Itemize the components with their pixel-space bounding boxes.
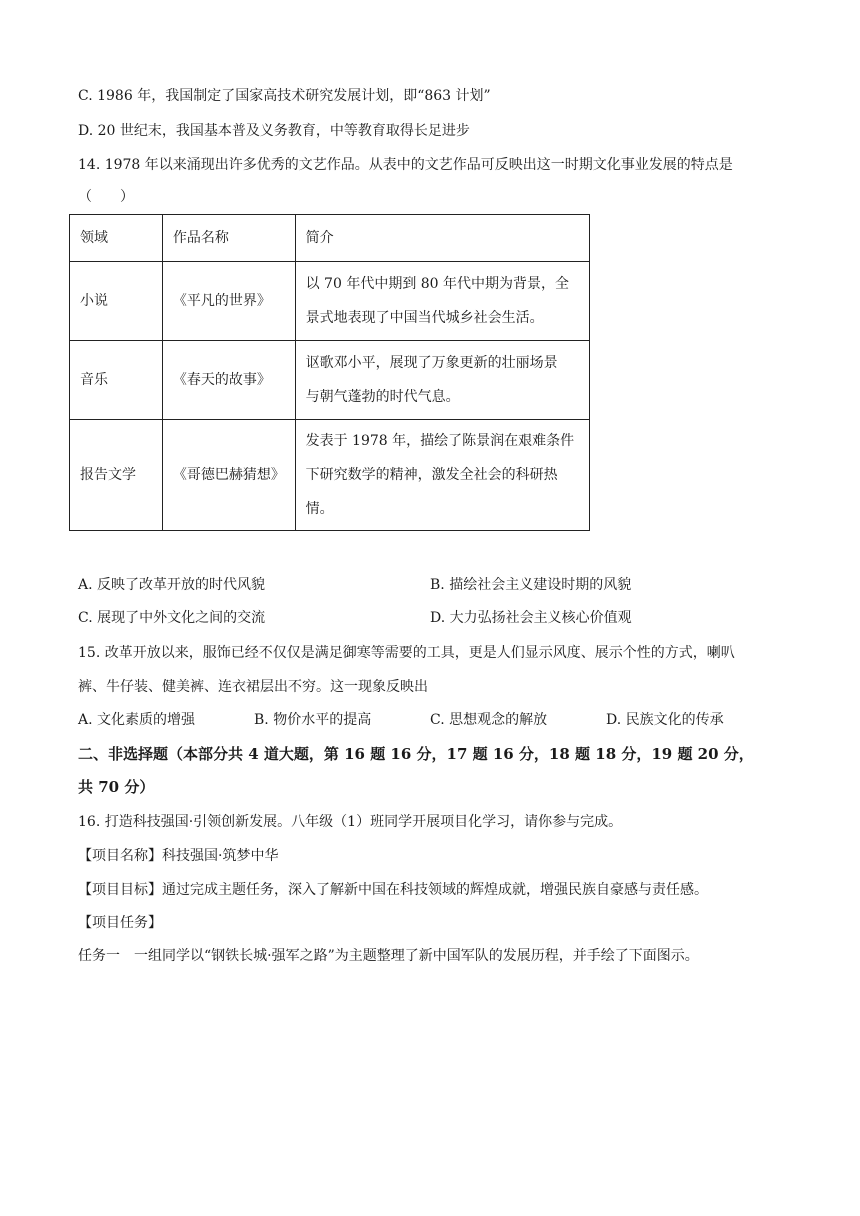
table-row [70, 341, 590, 420]
header-work: 作品名称 [162, 215, 295, 262]
header-field: 领域 [70, 215, 163, 262]
row-intro [295, 420, 589, 531]
q16-project-goal: 【项目目标】通过完成主题任务，深入了解新中国在科技领域的辉煌成就，增强民族自豪感与责任感。 [78, 882, 708, 898]
intro-line: 景式地表现了中国当代城乡社会生活。 [305, 310, 544, 326]
q13-option-c: C. 1986 年，我国制定了国家高技术研究发展计划，即“863 计划” [78, 88, 491, 104]
intro-line: 发表于 1978 年，描绘了陈景润在艰难条件 [305, 433, 575, 449]
q14-option-a: A. 反映了改革开放的时代风貌 [78, 577, 266, 593]
q14-answer-blank: （ ） [78, 189, 134, 205]
q14-option-c: C. 展现了中外文化之间的交流 [78, 610, 266, 626]
intro-line: 情。 [305, 501, 334, 517]
q15-option-b: B. 物价水平的提高 [254, 712, 372, 728]
works-table [69, 214, 590, 531]
intro-line: 与朝气蓬勃的时代气息。 [305, 389, 460, 405]
q16-task-header: 【项目任务】 [78, 915, 162, 931]
section2-title-line1: 二、非选择题（本部分共 4 道大题，第 16 题 16 分，17 题 16 分，18 题 18 分，19 题 20 分， [78, 745, 754, 763]
q13-option-d: D. 20 世纪末，我国基本普及义务教育，中等教育取得长足进步 [78, 123, 470, 139]
q16-stem: 16. 打造科技强国·引领创新发展。八年级（1）班同学开展项目化学习，请你参与完成。 [78, 814, 623, 830]
q15-option-d: D. 民族文化的传承 [606, 712, 724, 728]
q14-option-b: B. 描绘社会主义建设时期的风貌 [430, 577, 632, 593]
table-row [70, 420, 590, 531]
q15-stem-line1: 15. 改革开放以来，服饰已经不仅仅是满足御寒等需要的工具，更是人们显示风度、展示个性的方式，喇叭 [78, 645, 735, 661]
q16-task1: 任务一 一组同学以“钢铁长城·强军之路”为主题整理了新中国军队的发展历程，并手绘了下面图示。 [78, 948, 699, 964]
intro-line: 讴歌邓小平，展现了万象更新的壮丽场景 [305, 355, 558, 371]
header-intro: 简介 [295, 215, 589, 262]
row-work: 《哥德巴赫猜想》 [162, 420, 295, 531]
table-header-row [70, 215, 590, 262]
q16-project-name: 【项目名称】科技强国·筑梦中华 [78, 848, 279, 864]
row-work: 《平凡的世界》 [162, 262, 295, 341]
section2-title-line2: 共 70 分） [78, 778, 155, 796]
q14-stem: 14. 1978 年以来涌现出许多优秀的文艺作品。从表中的文艺作品可反映出这一时期文化事业发展的特点是 [78, 157, 733, 173]
q14-option-d: D. 大力弘扬社会主义核心价值观 [430, 610, 632, 626]
row-work: 《春天的故事》 [162, 341, 295, 420]
row-field: 小说 [70, 262, 163, 341]
table-row [70, 262, 590, 341]
row-intro [295, 341, 589, 420]
row-field: 报告文学 [70, 420, 163, 531]
intro-line: 以 70 年代中期到 80 年代中期为背景，全 [305, 276, 570, 292]
row-intro [295, 262, 589, 341]
intro-line: 下研究数学的精神，激发全社会的科研热 [305, 467, 558, 483]
q15-option-c: C. 思想观念的解放 [430, 712, 548, 728]
q15-stem-line2: 裤、牛仔装、健美裤、连衣裙层出不穷。这一现象反映出 [78, 679, 428, 695]
row-field: 音乐 [70, 341, 163, 420]
q15-option-a: A. 文化素质的增强 [78, 712, 196, 728]
